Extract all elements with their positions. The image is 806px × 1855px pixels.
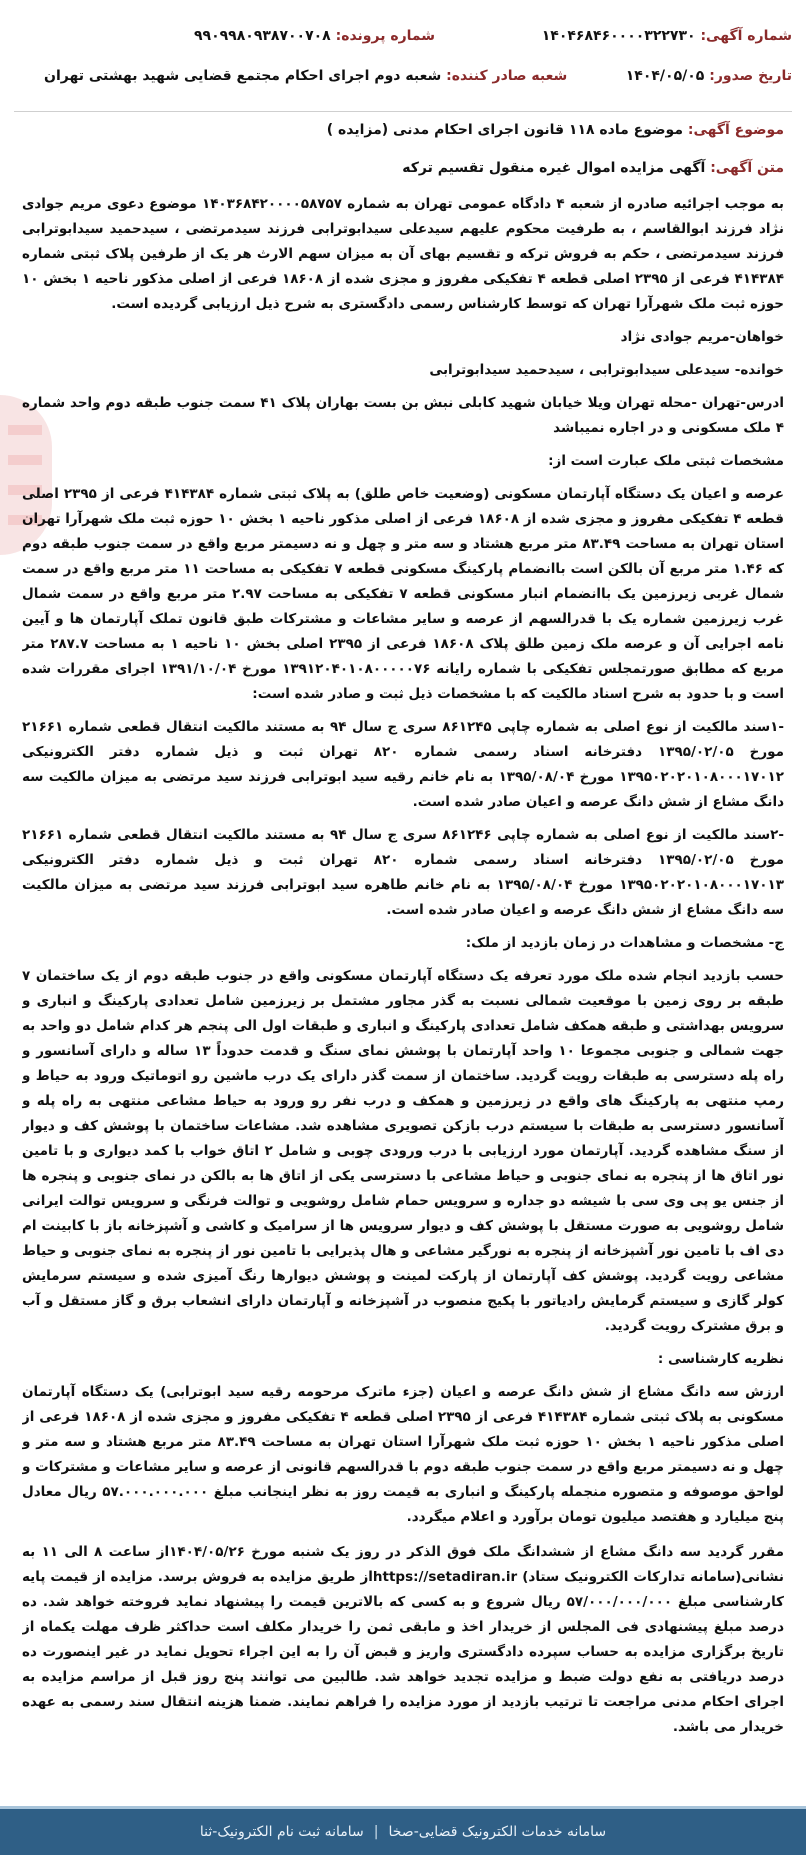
issuing-branch-label: شعبه صادر کننده:: [446, 68, 568, 84]
footer-bar: [0, 1806, 806, 1855]
ad-number: [542, 28, 792, 44]
ad-number-value: ۱۴۰۴۶۸۴۶۰۰۰۰۳۲۲۷۳۰: [541, 28, 696, 44]
header-row-1: [14, 28, 792, 62]
header-divider: [14, 111, 792, 112]
paragraph-auction-terms: مقرر گردید سه دانگ مشاع از ششدانگ ملک فوق الذکر در روز یک شنبه مورخ ۱۴۰۴/۰۵/۲۶از ساعت ۸ الی ۱۱ به نشانی(سامانه تدارکات الکترونیک ستاد) https://setadiran.irاز طریق مزایده به فروش برسد. مزایده از قیمت پایه کارشناسی مبلغ ۵۷/۰۰۰/۰۰۰/۰۰۰ ریال شروع و به کسی که بالاترین قیمت را پیشنهاد نماید فروخته خواهد شد. ده درصد مبلغ پیشنهادی فی المجلس از خریدار اخذ و مابقی ثمن را خریدار مکلف است حداکثر ظرف مهلت یکماه از تاریخ برگزاری مزایده به حساب سپرده دادگستری واریز و قبض آن را به این اجراء تحویل نماید در غیر اینصورت ده درصد دریافتی به نفع دولت ضبط و مزایده تجدید خواهد شد. طالبین می توانند پنج روز قبل از مراسم مزایده به اجرای احکام مدنی مراجعت تا ترتیب بازدید از مورد مزایده را فراهم نمایند. ضمنا هزینه انتقال سند رسمی به عهده خریدار می باشد.: [22, 1544, 784, 1735]
subject-value: موضوع ماده ۱۱۸ قانون اجرای احکام مدنی (مزایده ): [326, 122, 683, 138]
paragraph-plaintiff: خواهان-مریم جوادی نژاد: [620, 329, 784, 345]
paragraph-address: ادرس-تهران -محله تهران ویلا خیابان شهید کابلی نبش بن بست بهاران پلاک ۴۱ سمت جنوب طبقه دوم واحد شماره ۴ ملک مسکونی و در اجاره نمیباشد: [22, 395, 784, 436]
paragraph-expert-heading: نظریه کارشناسی :: [657, 1351, 784, 1367]
paragraph-inspection-heading: ج- مشخصات و مشاهدات در زمان بازدید از ملک:: [465, 935, 784, 951]
subject-label: موضوع آگهی:: [687, 122, 784, 138]
footer-separator: |: [373, 1824, 379, 1840]
file-number-label: شماره پرونده:: [335, 28, 436, 44]
issue-date: [626, 68, 792, 84]
notice-header: [14, 28, 792, 108]
issue-date-value: ۱۴۰۴/۰۵/۰۵: [625, 68, 705, 84]
notice-subject: [22, 122, 784, 138]
paragraph-registry-details: عرصه و اعیان یک دستگاه آپارتمان مسکونی (وضعیت خاص طلق) به پلاک ثبتی شماره ۴۱۴۳۸۴ فرعی از ۲۳۹۵ اصلی قطعه ۴ تفکیکی مفروز و مجزی شده از ۱۸۶۰۸ فرعی از اصلی مذکور ناحیه ۱ بخش ۱۰ حوزه ثبت ملک شهرآرا تهران استان تهران به مساحت ۸۳.۴۹ متر مربع هشتاد و سه متر و چهل و نه دسیمتر مربع واقع در سمت جنوب طبقه دوم که ۱.۴۶ متر مربع آن بالکن است باانضمام پارکینگ مسکونی قطعه ۷ تفکیکی به مساحت ۱۱ متر مربع واقع در سمت شمال غربی زیرزمین یک باانضمام انبار مسکونی قطعه ۷ تفکیکی به مساحت ۲.۹۷ متر مربع واقع در سمت شمال غرب زیرزمین شماره یک با قدرالسهم از عرصه و سایر مشاعات و مشترکات طبق قانون تملک آپارتمان ها و آیین نامه اجرایی آن و عرصه ملک زمین طلق پلاک ۱۸۶۰۸ فرعی از ۲۳۹۵ اصلی بخش ۱۰ ناحیه ۱ به مساحت ۲۸۷.۷ متر مربع که مطابق صورتمجلس تفکیکی با شماره رایانه ۱۳۹۱۲۰۴۰۱۰۸۰۰۰۰۰۷۶ مورخ ۱۳۹۱/۱۰/۰۴ اجرای مقررات شده است و با حدود به شرح اسناد مالکیت که با مشخصات ذیل ثبت و صادر شده است:: [22, 486, 784, 702]
notice-text-heading: [22, 160, 784, 176]
paragraph-deed-2: -۲سند مالکیت از نوع اصلی به شماره چاپی ۸۶۱۲۴۶ سری ج سال ۹۴ به مستند مالکیت انتقال قطعی شماره ۲۱۶۶۱ مورخ ۱۳۹۵/۰۲/۰۵ دفترخانه اسناد رسمی شماره ۸۲۰ تهران ثبت و ذیل شماره دفتر الکترونیکی ۱۳۹۵۰۲۰۲۰۱۰۸۰۰۰۱۷۰۱۳ مورخ ۱۳۹۵/۰۸/۰۴ به نام خانم طاهره سید ابوترابی فرزند سید مرتضی به میزان مالکیت سه دانگ مشاع از شش دانگ عرصه و اعیان صادر شده است.: [22, 827, 784, 918]
paragraph-intro: به موجب اجرائیه صادره از شعبه ۴ دادگاه عمومی تهران به شماره ۱۴۰۳۶۸۴۲۰۰۰۰۵۸۷۵۷ موضوع دعوی مریم جوادی نژاد فرزند ابوالقاسم ، به طرفیت محکوم علیهم سیدعلی سیدابوترابی فرزند سیدمرتضی ، سیدحمید سیدابوترابی فرزند سیدمرتضی ، حکم به فروش ترکه و تقسیم بهای آن به میزان سهم الارث هر یک از طرفین پلاک ثبتی شماره ۴۱۴۳۸۴ فرعی از ۲۳۹۵ اصلی قطعه ۴ تفکیکی مفروز و مجزی شده از ۱۸۶۰۸ فرعی از اصلی مذکور ناحیه ۱ بخش ۱۰ حوزه ثبت ملک شهرآرا تهران که توسط کارشناس رسمی دادگستری به شرح ذیل ارزیابی گردیده است.: [22, 196, 784, 312]
paragraph-deed-1: -۱سند مالکیت از نوع اصلی به شماره چاپی ۸۶۱۲۴۵ سری ج سال ۹۴ به مستند مالکیت انتقال قطعی شماره ۲۱۶۶۱ مورخ ۱۳۹۵/۰۲/۰۵ دفترخانه اسناد رسمی شماره ۸۲۰ تهران ثبت و ذیل شماره دفتر الکترونیکی ۱۳۹۵۰۲۰۲۰۱۰۸۰۰۰۱۷۰۱۲ مورخ ۱۳۹۵/۰۸/۰۴ به نام خانم رقیه سید ابوترابی فرزند سید مرتضی به میزان مالکیت سه دانگ مشاع از شش دانگ عرصه و اعیان صادر شده است.: [22, 719, 784, 810]
paragraph-registry-heading: مشخصات ثبتی ملک عبارت است از:: [548, 453, 784, 469]
paragraph-inspection: حسب بازدید انجام شده ملک مورد تعرفه یک دستگاه آپارتمان مسکونی واقع در جنوب طبقه دوم از یک ساختمان ۷ طبقه بر روی زمین با موقعیت شمالی نسبت به گذر مجاور مشتمل بر زیرزمین شامل تعدادی پارکینگ و انباری و سرویس بهداشتی و طبقه همکف شامل تعدادی پارکینگ و انباری و طبقات اول الی پنجم هر کدام شامل دو واحد به جهت شمالی و جنوبی مجموعا ۱۰ واحد آپارتمان با پوشش نمای سنگ و قدمت حدوداً ۱۳ ساله و دارای آسانسور و راه پله دسترسی به طبقات رویت گردید. ساختمان از سمت گذر دارای یک درب ماشین رو اتوماتیک ورود به حیاط و رمپ منتهی به پارکینگ های واقع در زیرزمین و همکف و درب نفر رو ورود به حیاط مشاعی منتهی به راه پله و آسانسور دسترسی به طبقات با سیستم درب بازکن تصویری مشاهده شد. مشاعات ساختمان با پوشش کف و دیوار از سنگ مشاهده گردید. آپارتمان مورد ارزیابی با درب ورودی چوبی و شامل ۲ اتاق خواب با کمد دیواری و با تامین نور اتاق ها از پنجره به نمای جنوبی و حیاط مشاعی با دسترسی یکی از اتاق ها به بالکن در نمای جنوبی و پنجره ها از جنس یو پی وی سی با شیشه دو جداره و سرویس حمام شامل روشویی و توالت فرنگی و سرویس توالت ایرانی شامل روشویی به صورت مستقل با پوشش کف و دیوار سرویس ها از سرامیک و کاشی و آشپزخانه باز با کابینت ام دی اف با تامین نور آشپزخانه از پنجره به نورگیر مشاعی و هال پذیرایی با تامین نور از پنجره به نمای جنوبی و حیاط مشاعی رویت گردید. پوشش کف آپارتمان از پارکت لمینت و پوشش دیوارها رنگ آمیزی شده و سیستم سرمایش کولر گازی و سیستم گرمایش رادیاتور با پکیج منصوب در آشپزخانه و آپارتمان دارای انشعاب برق و گاز مستقل و آب و برق مشترک رویت گردید.: [22, 968, 784, 1334]
file-number: [194, 28, 435, 44]
header-row-2: [14, 68, 792, 102]
footer-link-sakha[interactable]: سامانه خدمات الکترونیک قضایی-صخا: [388, 1824, 607, 1840]
paragraph-expert-opinion: ارزش سه دانگ مشاع از شش دانگ عرصه و اعیان (جزء ماترک مرحومه رقیه سید ابوترابی) یک دستگاه آپارتمان مسکونی به پلاک ثبتی شماره ۴۱۴۳۸۴ فرعی از ۲۳۹۵ اصلی قطعه ۴ تفکیکی مفروز و مجزی شده از ۱۸۶۰۸ فرعی از اصلی مذکور ناحیه ۱ بخش ۱۰ حوزه ثبت ملک شهرآرا استان تهران به مساحت ۸۳.۴۹ متر مربع هشتاد و سه متر و چهل و نه دسیمتر مربع واقع در سمت جنوب طبقه دوم با قدرالسهم قانونی از عرصه و سایر مشاعات و مشترکات و لواحق موصوفه و متصوره منجمله پارکینگ و انباری به قیمت روز به نظر اینجانب مبلغ ۵۷.۰۰۰.۰۰۰.۰۰۰ ریال معادل پنج میلیارد و هفتصد میلیون تومان برآورد و اعلام میگردد.: [22, 1384, 784, 1525]
text-heading-value: آگهی مزایده اموال غیره منقول تقسیم ترکه: [402, 160, 706, 176]
paragraph-defendant: خوانده- سیدعلی سیدابوترابی ، سیدحمید سیدابوترابی: [429, 362, 784, 378]
issue-date-label: تاریخ صدور:: [709, 68, 792, 84]
text-heading-label: متن آگهی:: [710, 160, 784, 176]
issuing-branch: [44, 68, 567, 84]
file-number-value: ۹۹۰۹۹۸۰۹۳۸۷۰۰۷۰۸: [194, 28, 331, 44]
footer-link-sana[interactable]: سامانه ثبت نام الکترونیک-ثنا: [199, 1824, 364, 1840]
issuing-branch-value: شعبه دوم اجرای احکام مجتمع قضایی شهید بهشتی تهران: [44, 68, 442, 84]
notice-body: [22, 192, 784, 1783]
ad-number-label: شماره آگهی:: [700, 28, 792, 44]
